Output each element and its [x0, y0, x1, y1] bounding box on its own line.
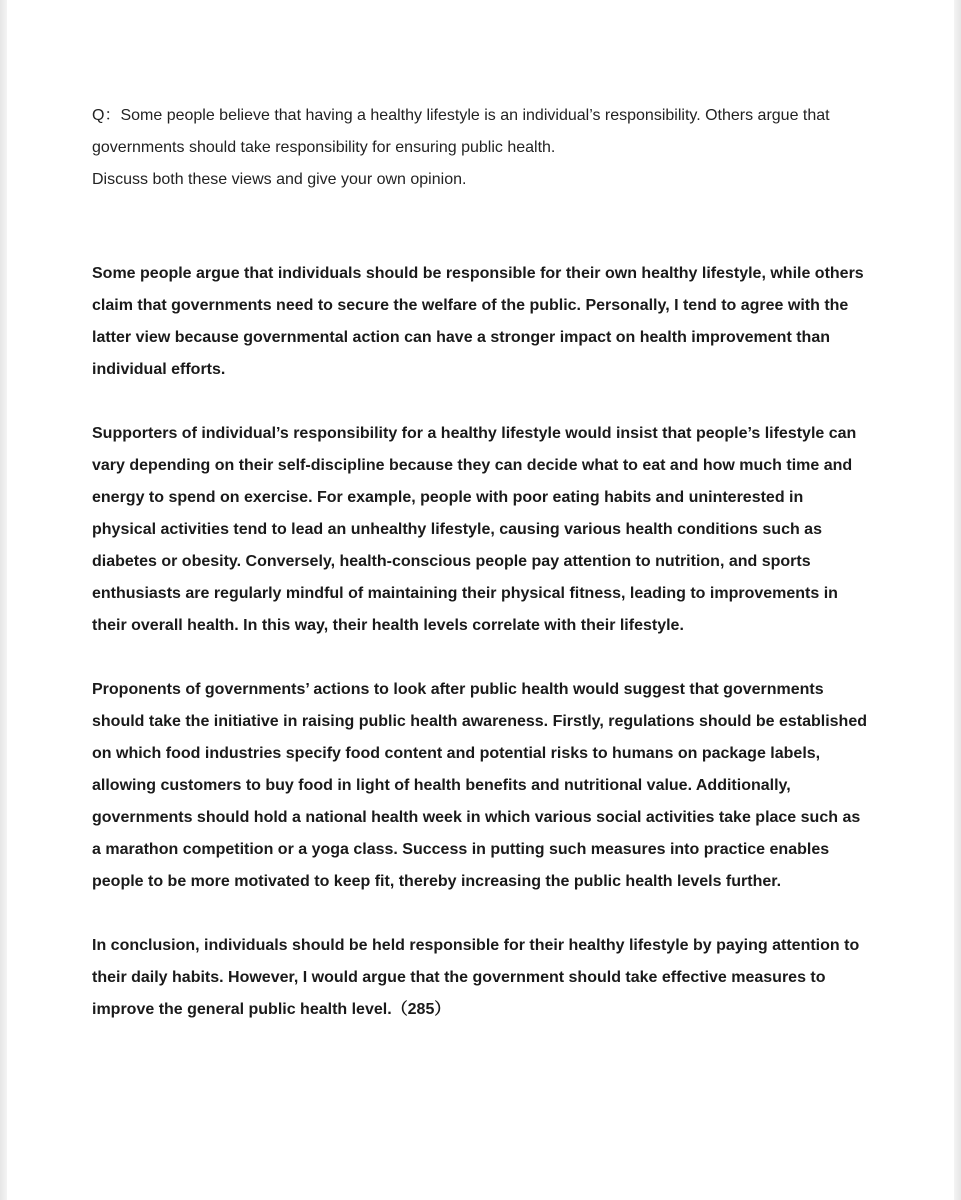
question-line-2: governments should take responsibility for ensuring public health.: [92, 139, 556, 156]
essay-body-paragraph-1: Supporters of individual’s responsibility for a healthy lifestyle would insist that people’s lifestyle can vary depending on their self-discipline because they can decide what to eat and how much time and energy to spend on exercise. For example, people with poor eating habits and uninterested in physical activities tend to lead an unhealthy lifestyle, causing various health conditions such as diabetes or obesity. Conversely, health-conscious people pay attention to nutrition, and sports enthusiasts are regularly mindful of maintaining their physical fitness, leading to improvements in their overall health. In this way, their health levels correlate with their lifestyle.: [92, 425, 857, 634]
question-line-3: Discuss both these views and give your own opinion.: [92, 171, 467, 188]
document-content: [92, 100, 867, 1058]
essay-conclusion: In conclusion, individuals should be held responsible for their healthy lifestyle by paying attention to their daily habits. However, I would argue that the government should take effective measures to improve the general public health level.（285）: [92, 937, 860, 1018]
essay-introduction: Some people argue that individuals should be responsible for their own healthy lifestyle, while others claim that governments need to secure the welfare of the public. Personally, I tend to agree with the latter view because governmental action can have a stronger impact on health improvement than individual efforts.: [92, 265, 864, 378]
page-edge-right: [954, 0, 961, 1200]
essay-body-paragraph-2: Proponents of governments’ actions to look after public health would suggest that governments should take the initiative in raising public health awareness. Firstly, regulations should be established on which food industries specify food content and potential risks to humans on package labels, allowing customers to buy food in light of health benefits and nutritional value. Additionally, governments should hold a national health week in which various social activities take place such as a marathon competition or a yoga class. Success in putting such measures into practice enables people to be more motivated to keep fit, thereby increasing the public health levels further.: [92, 681, 867, 890]
page-edge-left: [0, 0, 7, 1200]
question-prompt: [92, 100, 867, 196]
question-line-1: Q：Some people believe that having a healthy lifestyle is an individual’s responsibility. Others argue that: [92, 107, 830, 124]
essay-body: [92, 258, 867, 1026]
